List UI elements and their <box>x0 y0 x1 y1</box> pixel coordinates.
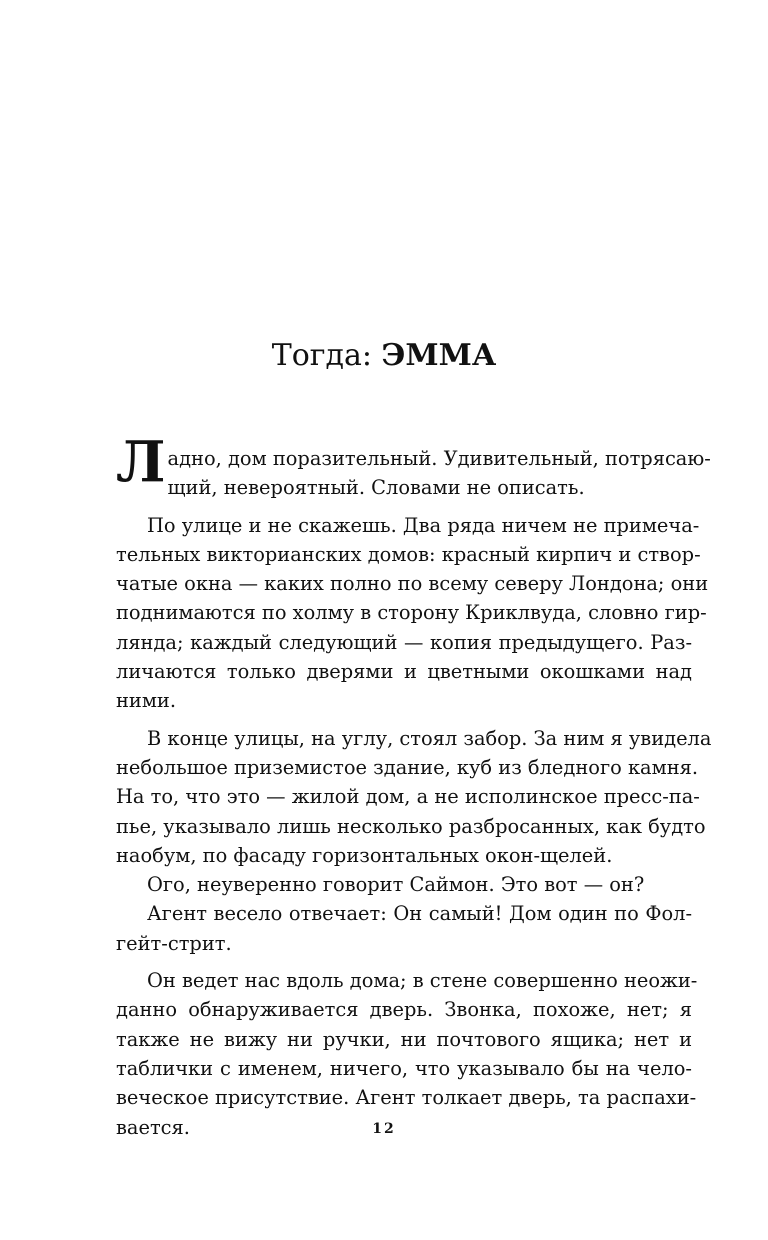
text-line: лянда; каждый следующий — копия предыдущего. Раз- <box>116 630 692 654</box>
text-line: вается. <box>116 1115 190 1139</box>
chapter-title-label: Тогда: <box>271 338 372 373</box>
text-line: личаются только дверями и цветными окошками над <box>116 660 692 684</box>
body-text <box>116 429 712 1142</box>
text-line: На то, что это — жилой дом, а не исполинское пресс-па- <box>116 785 700 809</box>
text-line: По улице и не скажешь. Два ряда ничем не примеча- <box>147 513 700 537</box>
text-line: наобум, по фасаду горизонтальных окон-щелей. <box>116 843 613 867</box>
page-number: 12 <box>372 1121 396 1137</box>
text-line: Он ведет нас вдоль дома; в стене совершенно неожи- <box>147 969 698 993</box>
text-line: гейт-стрит. <box>116 931 232 955</box>
text-line-content: адно, дом поразительный. Удивительный, потрясаю- <box>167 447 711 470</box>
text-line: чатые окна — каких полно по всему северу Лондона; они <box>116 572 709 596</box>
chapter-title <box>0 336 768 376</box>
text-line: ними. <box>116 689 177 713</box>
text-line: В конце улицы, на углу, стоял забор. За ним я увидела <box>147 726 712 750</box>
text-line: Ого, неуверенно говорит Саймон. Это вот — он? <box>147 873 645 897</box>
text-line: небольшое приземистое здание, куб из бледного камня. <box>116 755 699 779</box>
text-line: пье, указывало лишь несколько разбросанных, как будто <box>116 814 706 838</box>
text-line: щий, невероятный. Словами не описать. <box>167 476 585 500</box>
text-line: поднимаются по холму в сторону Криклвуда, словно гир- <box>116 601 707 625</box>
text-line: тельных викторианских домов: красный кирпич и створ- <box>116 542 701 566</box>
text-line: таблички с именем, ничего, что указывало бы на чело- <box>116 1056 692 1080</box>
drop-cap: Л <box>116 429 166 495</box>
chapter-title-name: ЭММА <box>381 338 497 373</box>
text-line: также не вижу ни ручки, ни почтового ящика; нет и <box>116 1027 692 1051</box>
text-line: данно обнаруживается дверь. Звонка, похоже, нет; я <box>116 998 692 1022</box>
text-line: веческое присутствие. Агент толкает дверь, та распахи- <box>116 1086 697 1110</box>
text-line: Агент весело отвечает: Он самый! Дом один по Фол- <box>147 902 692 926</box>
